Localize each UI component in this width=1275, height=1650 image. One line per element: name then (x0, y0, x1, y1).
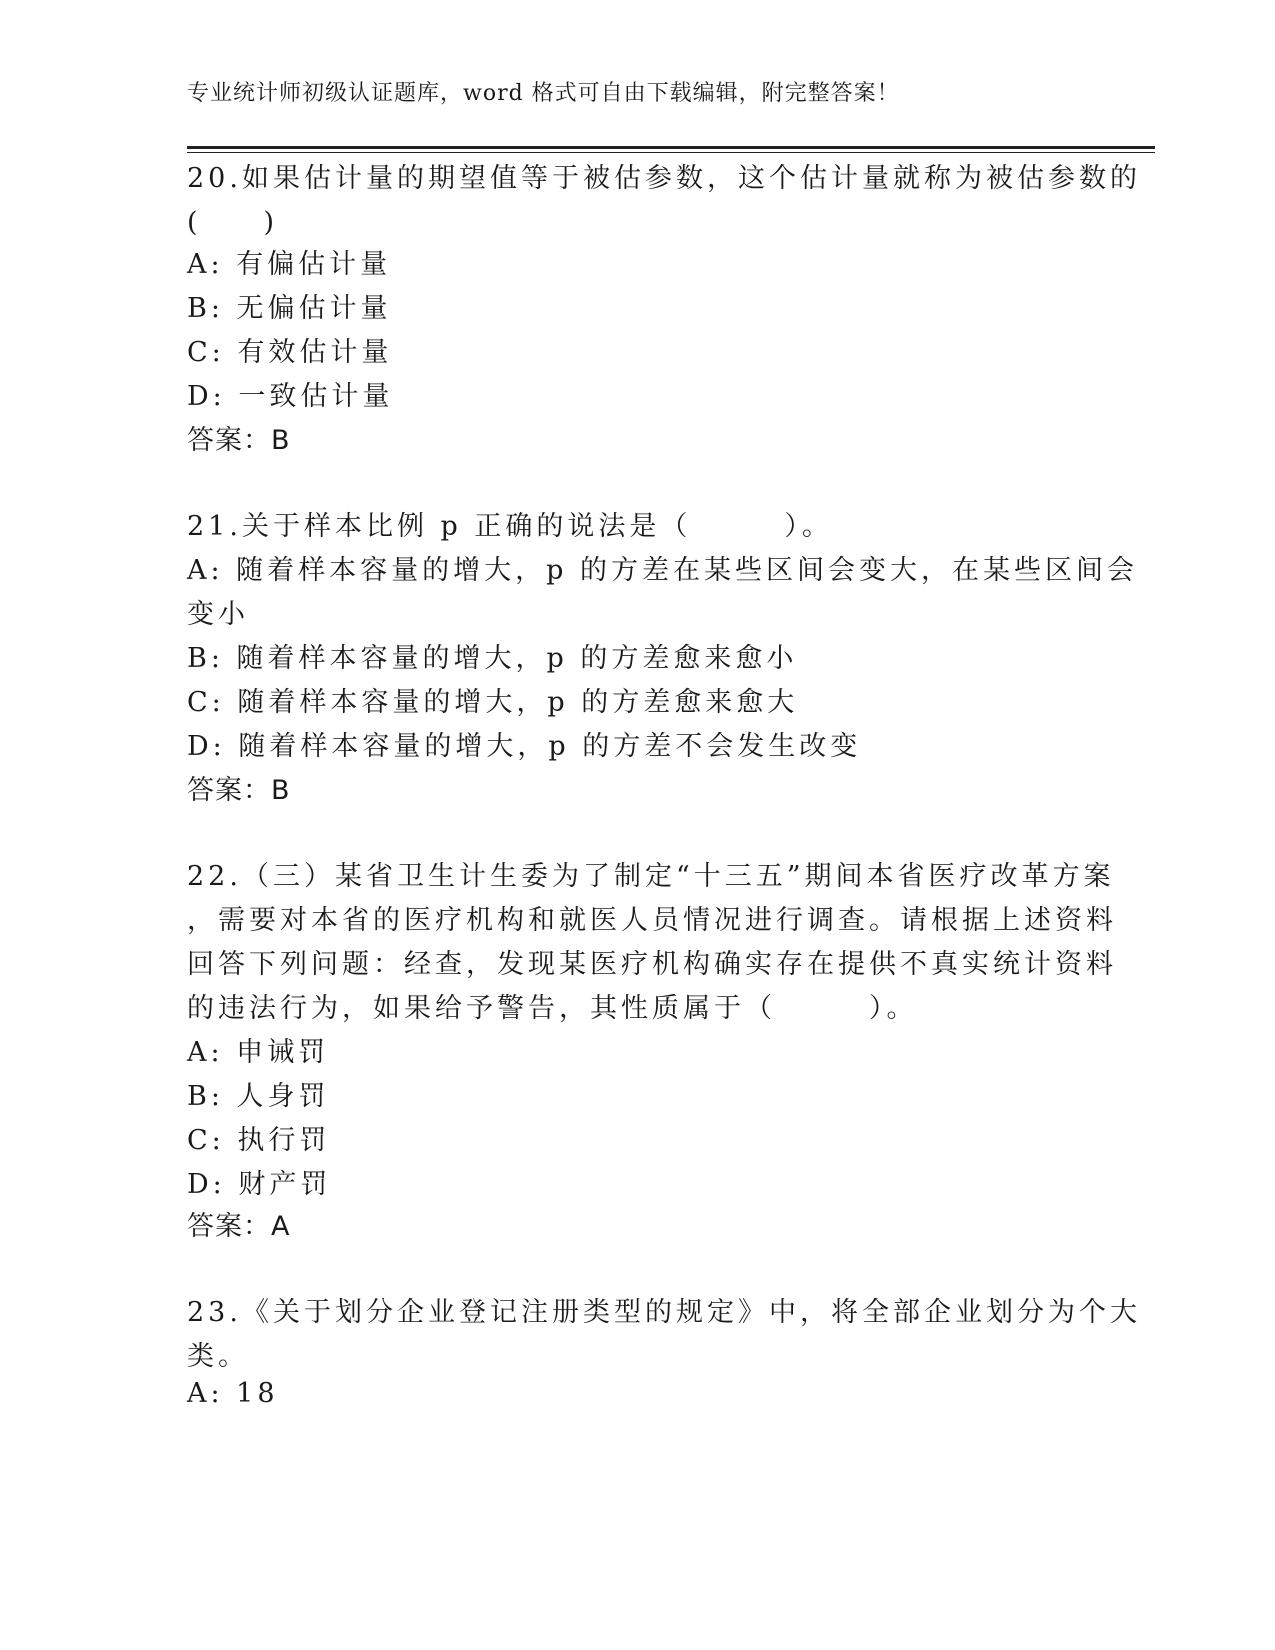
option-a: A: 随着样本容量的增大，p 的方差在某些区间会变大，在某些区间会 (187, 555, 1139, 586)
option-a: A: 有偏估计量 (187, 249, 392, 280)
option-b: B: 人身罚 (187, 1081, 330, 1112)
answer-line: 答案：B (187, 775, 291, 806)
question-stem-line: ( ) (187, 207, 279, 238)
header-divider-thick (187, 146, 1155, 149)
option-d: D: 随着样本容量的增大，p 的方差不会发生改变 (187, 731, 862, 762)
option-b: B: 无偏估计量 (187, 293, 392, 324)
question-stem-line: 的违法行为，如果给予警告，其性质属于（ ）。 (187, 993, 918, 1024)
question-stem-line: ，需要对本省的医疗机构和就医人员情况进行调查。请根据上述资料 (187, 905, 1117, 936)
option-c: C: 执行罚 (187, 1125, 331, 1156)
answer-line: 答案：A (187, 1211, 291, 1242)
question-stem-line: 20.如果估计量的期望值等于被估参数，这个估计量就称为被估参数的 (187, 163, 1141, 194)
question-stem-line: 回答下列问题：经查，发现某医疗机构确实存在提供不真实统计资料 (187, 949, 1117, 980)
option-a-continued: 变小 (187, 599, 249, 630)
option-c: C: 有效估计量 (187, 337, 393, 368)
option-d: D: 一致估计量 (187, 381, 394, 412)
question-stem-line: 21.关于样本比例 p 正确的说法是（ ）。 (187, 511, 833, 542)
option-a: A: 18 (187, 1378, 279, 1409)
option-c: C: 随着样本容量的增大，p 的方差愈来愈大 (187, 687, 799, 718)
answer-line: 答案：B (187, 425, 291, 456)
header-divider-thin (187, 152, 1155, 153)
question-stem-line: 23.《关于划分企业登记注册类型的规定》中，将全部企业划分为个大 (187, 1297, 1141, 1328)
option-a: A: 申诫罚 (187, 1037, 330, 1068)
option-d: D: 财产罚 (187, 1169, 332, 1200)
question-stem-line: 类。 (187, 1341, 249, 1372)
option-b: B: 随着样本容量的增大，p 的方差愈来愈小 (187, 643, 798, 674)
question-stem-line: 22.（三）某省卫生计生委为了制定“十三五”期间本省医疗改革方案 (187, 861, 1115, 892)
header-note: 专业统计师初级认证题库，word 格式可自由下载编辑，附完整答案！ (187, 81, 900, 106)
